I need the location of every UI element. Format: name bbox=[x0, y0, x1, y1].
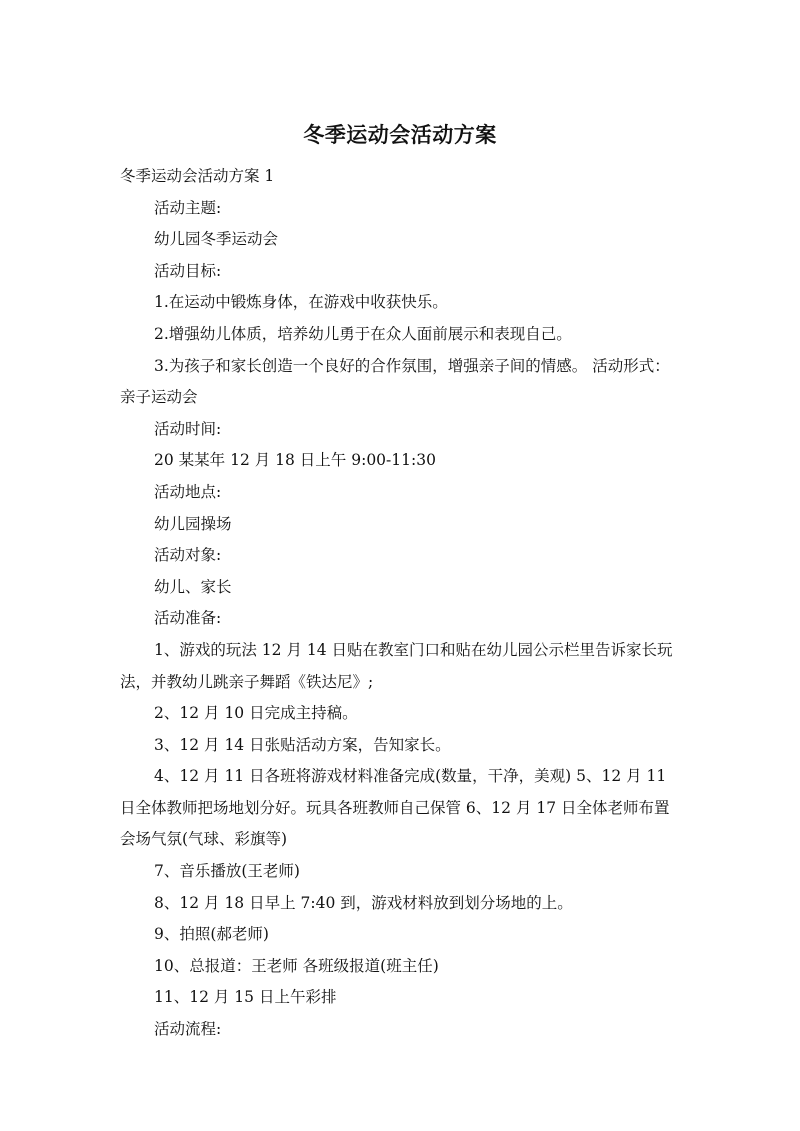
paragraph-goal-label: 活动目标: bbox=[154, 261, 222, 280]
paragraph-prep-7: 7、音乐播放(王老师) bbox=[154, 862, 300, 881]
paragraph-prep-9: 9、拍照(郝老师) bbox=[154, 925, 269, 944]
paragraph-prep-3: 3、12 月 14 日张贴活动方案，告知家长。 bbox=[154, 735, 451, 754]
paragraph-prep-1: 1、游戏的玩法 12 月 14 日贴在教室门口和贴在幼儿园公示栏里告诉家长玩法，并教幼儿跳亲子舞蹈《铁达尼》; bbox=[120, 640, 673, 691]
paragraph-prep-2: 2、12 月 10 日完成主持稿。 bbox=[154, 704, 358, 723]
paragraph-theme-label: 活动主题: bbox=[154, 198, 222, 217]
document-body bbox=[120, 161, 682, 1046]
paragraph-prep-10: 10、总报道：王老师 各班级报道(班主任) bbox=[154, 956, 439, 975]
paragraph-goal-2: 2.增强幼儿体质，培养幼儿勇于在众人面前展示和表现自己。 bbox=[154, 324, 572, 343]
paragraph-goal-3: 3.为孩子和家长创造一个良好的合作氛围，增强亲子间的情感。 活动形式：亲子运动会 bbox=[120, 356, 670, 407]
paragraph-audience-label: 活动对象: bbox=[154, 546, 222, 565]
paragraph-theme-value: 幼儿园冬季运动会 bbox=[154, 230, 279, 249]
document-title: 冬季运动会活动方案 bbox=[303, 123, 497, 147]
paragraph-goal-1: 1.在运动中锻炼身体，在游戏中收获快乐。 bbox=[154, 293, 448, 312]
paragraph-prep-8: 8、12 月 18 日早上 7:40 到，游戏材料放到划分场地的上。 bbox=[154, 893, 573, 912]
paragraph-time-label: 活动时间: bbox=[154, 419, 222, 438]
paragraph-location-value: 幼儿园操场 bbox=[154, 514, 232, 533]
paragraph-prep-label: 活动准备: bbox=[154, 609, 222, 628]
section-heading: 冬季运动会活动方案 1 bbox=[120, 167, 275, 185]
paragraph-time-value: 20 某某年 12 月 18 日上午 9:00-11:30 bbox=[154, 451, 436, 470]
paragraph-location-label: 活动地点: bbox=[154, 482, 222, 501]
paragraph-process-label: 活动流程: bbox=[154, 1020, 222, 1039]
paragraph-audience-value: 幼儿、家长 bbox=[154, 577, 232, 596]
paragraph-prep-11: 11、12 月 15 日上午彩排 bbox=[154, 988, 337, 1007]
paragraph-prep-4-6: 4、12 月 11 日各班将游戏材料准备完成(数量，干净，美观) 5、12 月 11 日全体教师把场地划分好。玩具各班教师自己保管 6、12 月 17 日全体老师布置会场气氛(气球、彩旗等) bbox=[120, 767, 670, 849]
